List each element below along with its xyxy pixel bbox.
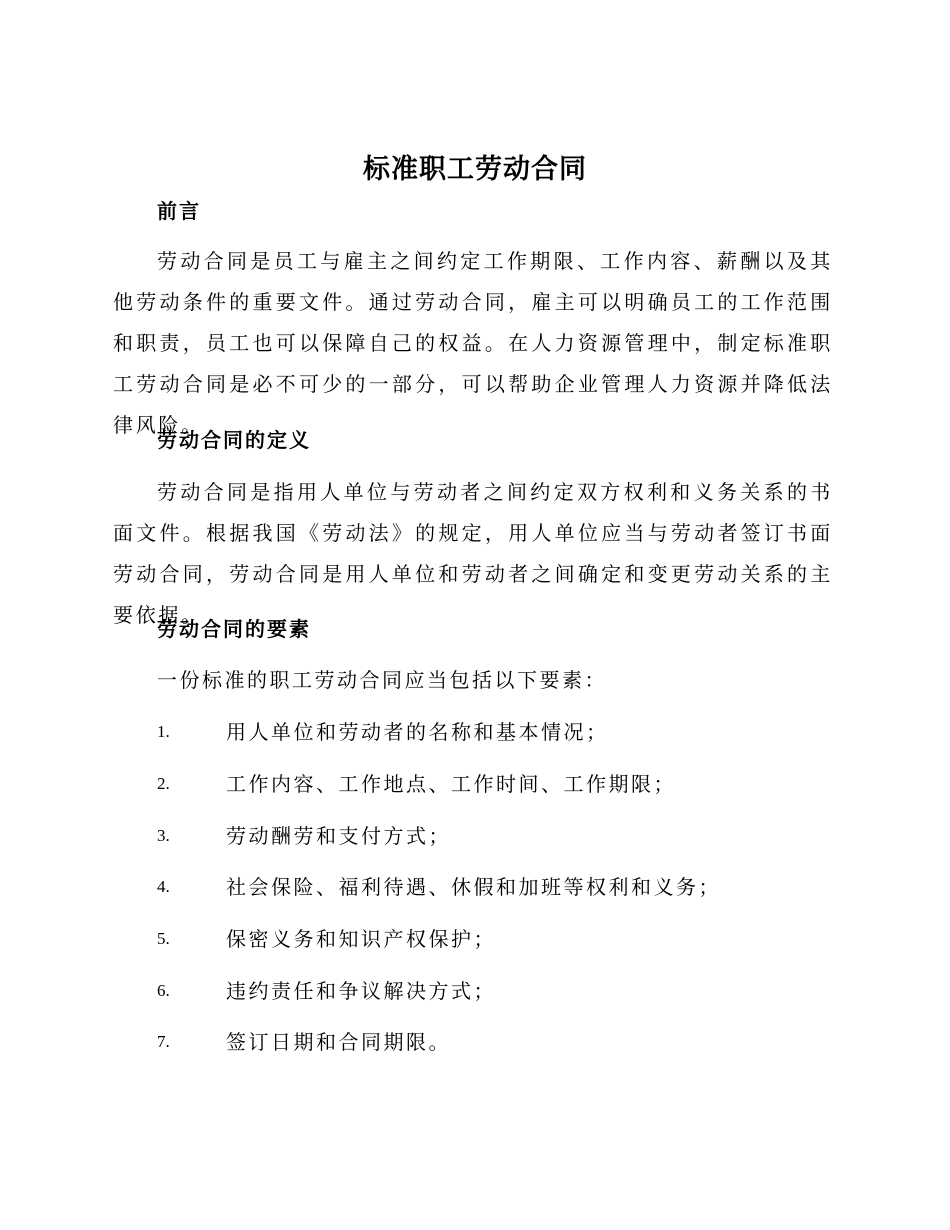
list-item-text: 用人单位和劳动者的名称和基本情况； bbox=[226, 720, 609, 744]
list-item-number: 1. bbox=[157, 722, 170, 741]
list-item-number: 6. bbox=[157, 981, 170, 1000]
list-item bbox=[157, 769, 837, 799]
list-item bbox=[157, 1027, 837, 1057]
section-heading-preface: 前言 bbox=[157, 199, 201, 223]
section-body-definition: 劳动合同是指用人单位与劳动者之间约定双方权利和义务关系的书面文件。根据我国《劳动法》的规定，用人单位应当与劳动者签订书面劳动合同，劳动合同是用人单位和劳动者之间确定和变更劳动关系的主要依据。 bbox=[113, 480, 833, 627]
section-intro-elements: 一份标准的职工劳动合同应当包括以下要素： bbox=[157, 668, 607, 692]
list-item bbox=[157, 821, 837, 851]
list-item-number: 4. bbox=[157, 877, 170, 896]
list-item-text: 违约责任和争议解决方式； bbox=[226, 979, 496, 1003]
list-item bbox=[157, 924, 837, 954]
list-item bbox=[157, 872, 837, 902]
list-item-number: 2. bbox=[157, 774, 170, 793]
list-item bbox=[157, 717, 837, 747]
list-item-number: 5. bbox=[157, 929, 170, 948]
section-heading-definition: 劳动合同的定义 bbox=[157, 428, 311, 452]
list-item bbox=[157, 976, 837, 1006]
document-title: 标准职工劳动合同 bbox=[363, 154, 587, 185]
section-body-preface: 劳动合同是员工与雇主之间约定工作期限、工作内容、薪酬以及其他劳动条件的重要文件。通过劳动合同，雇主可以明确员工的工作范围和职责，员工也可以保障自己的权益。在人力资源管理中，制定标准职工劳动合同是必不可少的一部分，可以帮助企业管理人力资源并降低法律风险。 bbox=[113, 249, 833, 437]
list-item-text: 社会保险、福利待遇、休假和加班等权利和义务； bbox=[226, 875, 721, 899]
list-item-number: 3. bbox=[157, 826, 170, 845]
list-item-text: 保密义务和知识产权保护； bbox=[226, 927, 496, 951]
list-item-text: 工作内容、工作地点、工作时间、工作期限； bbox=[226, 772, 676, 796]
list-item-number: 7. bbox=[157, 1032, 170, 1051]
section-heading-elements: 劳动合同的要素 bbox=[157, 617, 311, 641]
list-item-text: 签订日期和合同期限。 bbox=[226, 1030, 451, 1054]
list-item-text: 劳动酬劳和支付方式； bbox=[226, 824, 451, 848]
